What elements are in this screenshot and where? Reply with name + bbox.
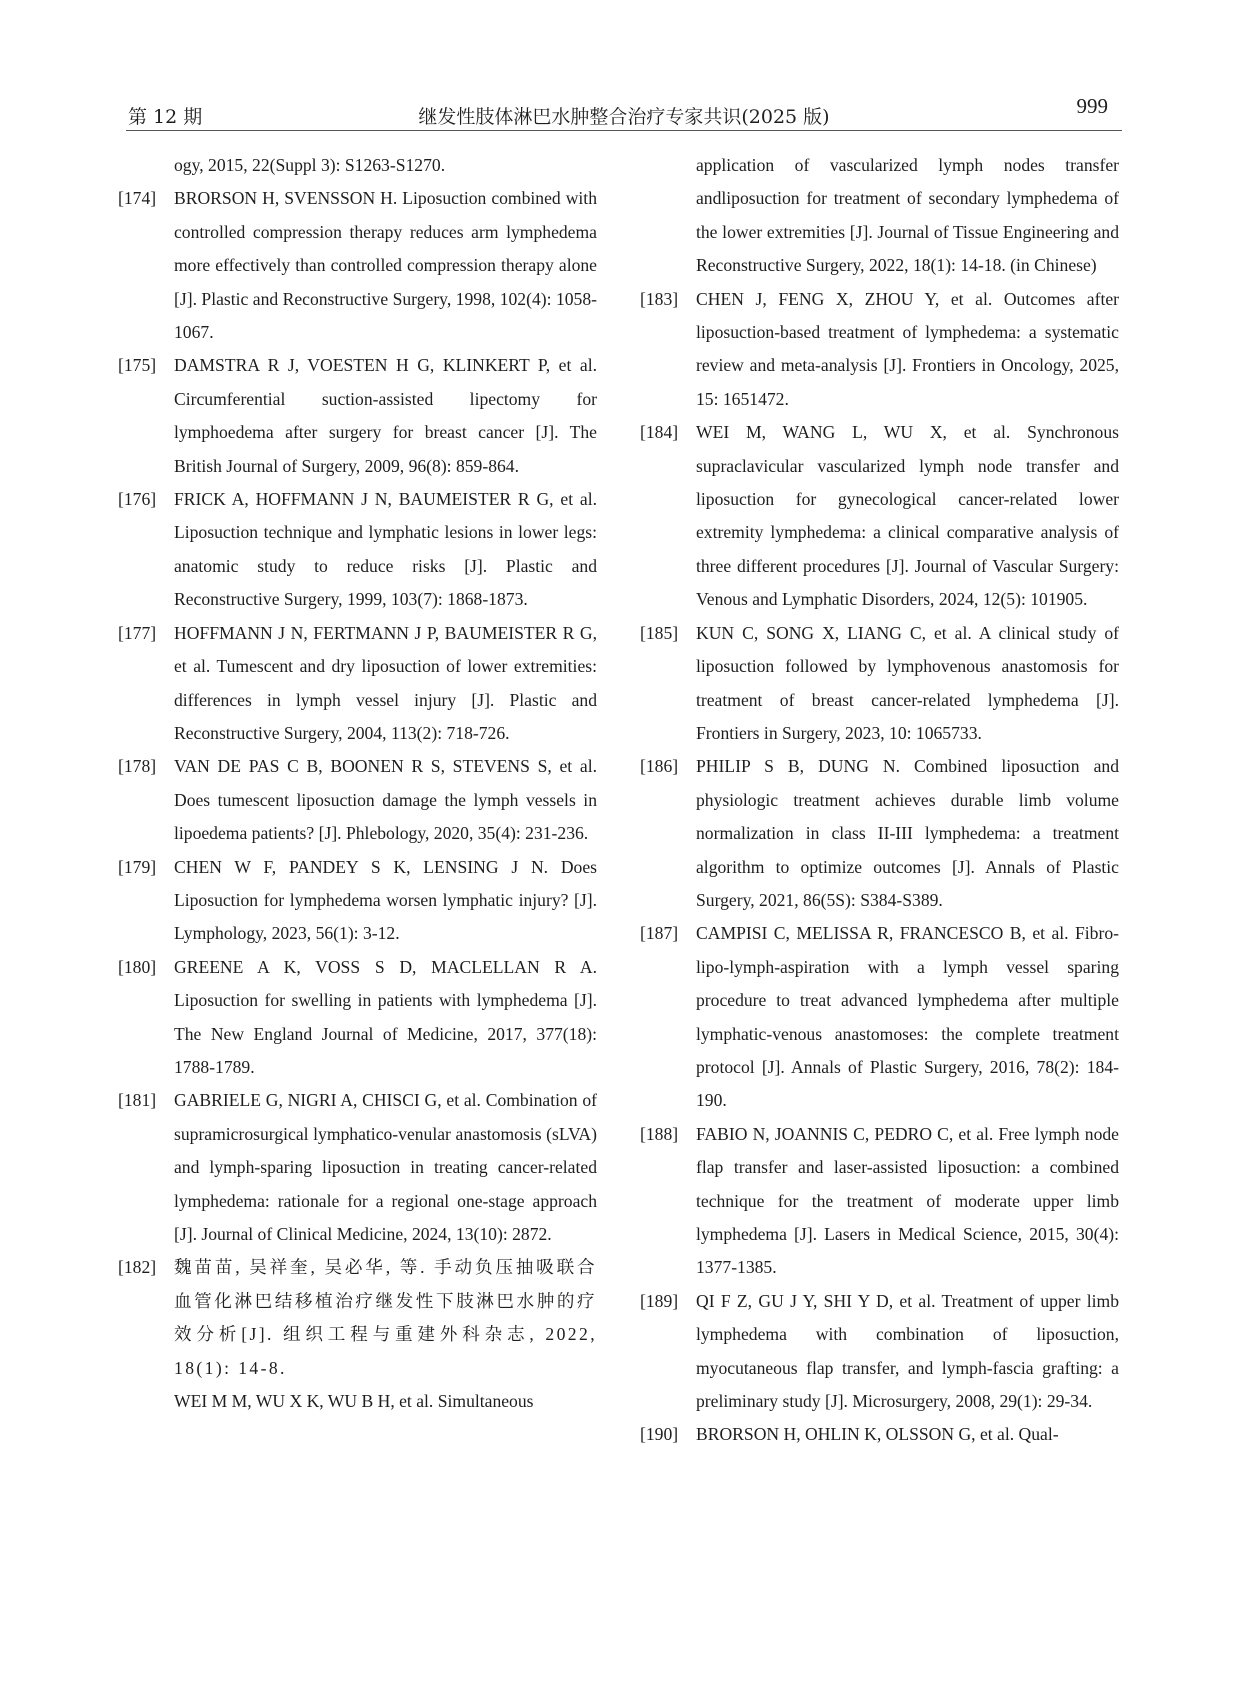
reference-entry bbox=[640, 750, 1119, 917]
reference-text: FABIO N, JOANNIS C, PEDRO C, et al. Free lymph node flap transfer and laser-assisted liposuction: a combined technique for the treatment of moderate upper limb lymphedema [J]. Lasers in Medical Science, 2015, 30(4): 1377-1385. bbox=[696, 1123, 1119, 1278]
reference-number: [184] bbox=[640, 422, 679, 443]
reference-entry bbox=[118, 483, 597, 617]
reference-entry bbox=[118, 750, 597, 850]
reference-text: QI F Z, GU J Y, SHI Y D, et al. Treatment of upper limb lymphedema with combination of liposuction, myocutaneous flap transfer, and lymph-fascia grafting: a preliminary study [J]. Microsurgery, 2008, 29(1): 29-34. bbox=[696, 1290, 1119, 1412]
reference-number: [178] bbox=[118, 756, 157, 777]
reference-text: WEI M, WANG L, WU X, et al. Synchronous supraclavicular vascularized lymph node transfer and liposuction for gynecological cancer-related lower extremity lymphedema: a clinical comparative analysis of three different procedures [J]. Journal of Vascular Surgery: Venous and Lymphatic Disorders, 2024, 12(5): 101905. bbox=[696, 422, 1119, 610]
issue-label: 第 12 期 bbox=[128, 106, 203, 128]
reference-number: [188] bbox=[640, 1123, 679, 1144]
reference-number: [177] bbox=[118, 622, 157, 643]
reference-text: KUN C, SONG X, LIANG C, et al. A clinical study of liposuction followed by lymphovenous anastomosis for treatment of breast cancer-related lymphedema [J]. Frontiers in Surgery, 2023, 10: 1065733. bbox=[696, 622, 1119, 743]
reference-text: GABRIELE G, NIGRI A, CHISCI G, et al. Combination of supramicrosurgical lymphatico-venular anastomosis (sLVA) and lymph-sparing liposuction in treating cancer-related lymphedema: rationale for a regional one-stage approach [J]. Journal of Clinical Medicine, 2024, 13(10): 2872. bbox=[174, 1090, 597, 1244]
reference-entry bbox=[640, 917, 1119, 1117]
reference-tail: WEI M M, WU X K, WU B H, et al. Simultaneous bbox=[174, 1391, 534, 1412]
reference-text: HOFFMANN J N, FERTMANN J P, BAUMEISTER R G, et al. Tumescent and dry liposuction of lower extremities: differences in lymph vessel injury [J]. Plastic and Reconstructive Surgery, 2004, 113(2): 718-726. bbox=[174, 622, 597, 743]
reference-entry bbox=[640, 283, 1119, 417]
reference-number: [180] bbox=[118, 956, 157, 977]
running-header bbox=[126, 94, 1122, 131]
reference-entry bbox=[118, 851, 597, 951]
reference-column-left bbox=[118, 149, 597, 1418]
reference-text: DAMSTRA R J, VOESTEN H G, KLINKERT P, et al. Circumferential suction-assisted lipectomy for lymphoedema after surgery for breast cancer [J]. The British Journal of Surgery, 2009, 96(8): 859-864. bbox=[174, 355, 597, 476]
reference-text: FRICK A, HOFFMANN J N, BAUMEISTER R G, et al. Liposuction technique and lymphatic lesions in lower legs: anatomic study to reduce risks [J]. Plastic and Reconstructive Surgery, 1999, 103(7): 1868-1873. bbox=[174, 489, 597, 610]
reference-number: [187] bbox=[640, 923, 679, 944]
reference-entry bbox=[640, 1418, 1119, 1451]
reference-text: CHEN J, FENG X, ZHOU Y, et al. Outcomes after liposuction-based treatment of lymphedema: a systematic review and meta-analysis [J]. Frontiers in Oncology, 2025, 15: 1651472. bbox=[696, 288, 1119, 409]
reference-number: [175] bbox=[118, 355, 157, 376]
reference-entry bbox=[118, 617, 597, 751]
reference-entry bbox=[640, 1285, 1119, 1419]
reference-entry bbox=[640, 1118, 1119, 1285]
reference-text: VAN DE PAS C B, BOONEN R S, STEVENS S, et al. Does tumescent liposuction damage the lymph vessels in lipoedema patients? [J]. Phlebology, 2020, 35(4): 231-236. bbox=[174, 756, 597, 844]
reference-column-right bbox=[640, 149, 1119, 1452]
reference-entry bbox=[640, 617, 1119, 751]
reference-text: CAMPISI C, MELISSA R, FRANCESCO B, et al. Fibro-lipo-lymph-aspiration with a lymph vessel sparing procedure to treat advanced lymphedema after multiple lymphatic-venous anastomoses: the complete treatment protocol [J]. Annals of Plastic Surgery, 2016, 78(2): 184-190. bbox=[696, 923, 1119, 1111]
page-number: 999 bbox=[1076, 94, 1108, 118]
reference-list-right bbox=[640, 283, 1119, 1452]
reference-number: [186] bbox=[640, 756, 679, 777]
reference-entry bbox=[118, 1251, 597, 1385]
reference-entry bbox=[118, 951, 597, 1085]
reference-text: 魏苗苗, 吴祥奎, 吴必华, 等. 手动负压抽吸联合血管化淋巴结移植治疗继发性下肢淋巴水肿的疗效分析[J]. 组织工程与重建外科杂志, 2022, 18(1): 14-8. bbox=[174, 1257, 597, 1378]
reference-entry bbox=[640, 416, 1119, 616]
reference-text: PHILIP S B, DUNG N. Combined liposuction and physiologic treatment achieves durable limb volume normalization in class II-III lymphedema: a treatment algorithm to optimize outcomes [J]. Annals of Plastic Surgery, 2021, 86(5S): S384-S389. bbox=[696, 756, 1119, 910]
reference-continuation: application of vascularized lymph nodes transfer andliposuction for treatment of secondary lymphedema of the lower extremities [J]. Journal of Tissue Engineering and Reconstructive Surgery, 2022, 18(1): 14-18. (in Chinese) bbox=[696, 155, 1119, 276]
reference-continuation: ogy, 2015, 22(Suppl 3): S1263-S1270. bbox=[174, 155, 446, 175]
reference-entry bbox=[118, 349, 597, 483]
reference-text: GREENE A K, VOSS S D, MACLELLAN R A. Liposuction for swelling in patients with lymphedema [J]. The New England Journal of Medicine, 2017, 377(18): 1788-1789. bbox=[174, 956, 597, 1077]
reference-number: [179] bbox=[118, 856, 157, 877]
reference-number: [190] bbox=[640, 1424, 679, 1445]
reference-number: [185] bbox=[640, 622, 679, 643]
reference-text: BRORSON H, OHLIN K, OLSSON G, et al. Qual- bbox=[696, 1424, 1059, 1445]
journal-running-title: 继发性肢体淋巴水肿整合治疗专家共识(2025 版) bbox=[418, 106, 830, 128]
reference-number: [176] bbox=[118, 489, 157, 510]
reference-number: [174] bbox=[118, 188, 157, 209]
reference-number: [183] bbox=[640, 288, 679, 309]
reference-text: BRORSON H, SVENSSON H. Liposuction combined with controlled compression therapy reduces arm lymphedema more effectively than controlled compression therapy alone [J]. Plastic and Reconstructive Surgery, 1998, 102(4): 1058-1067. bbox=[174, 188, 597, 343]
reference-entry bbox=[118, 182, 597, 349]
reference-number: [181] bbox=[118, 1090, 157, 1111]
reference-number: [182] bbox=[118, 1257, 157, 1278]
reference-number: [189] bbox=[640, 1290, 679, 1311]
reference-entry bbox=[118, 1084, 597, 1251]
reference-list-left bbox=[118, 182, 597, 1385]
reference-text: CHEN W F, PANDEY S K, LENSING J N. Does Liposuction for lymphedema worsen lymphatic injury? [J]. Lymphology, 2023, 56(1): 3-12. bbox=[174, 856, 597, 944]
